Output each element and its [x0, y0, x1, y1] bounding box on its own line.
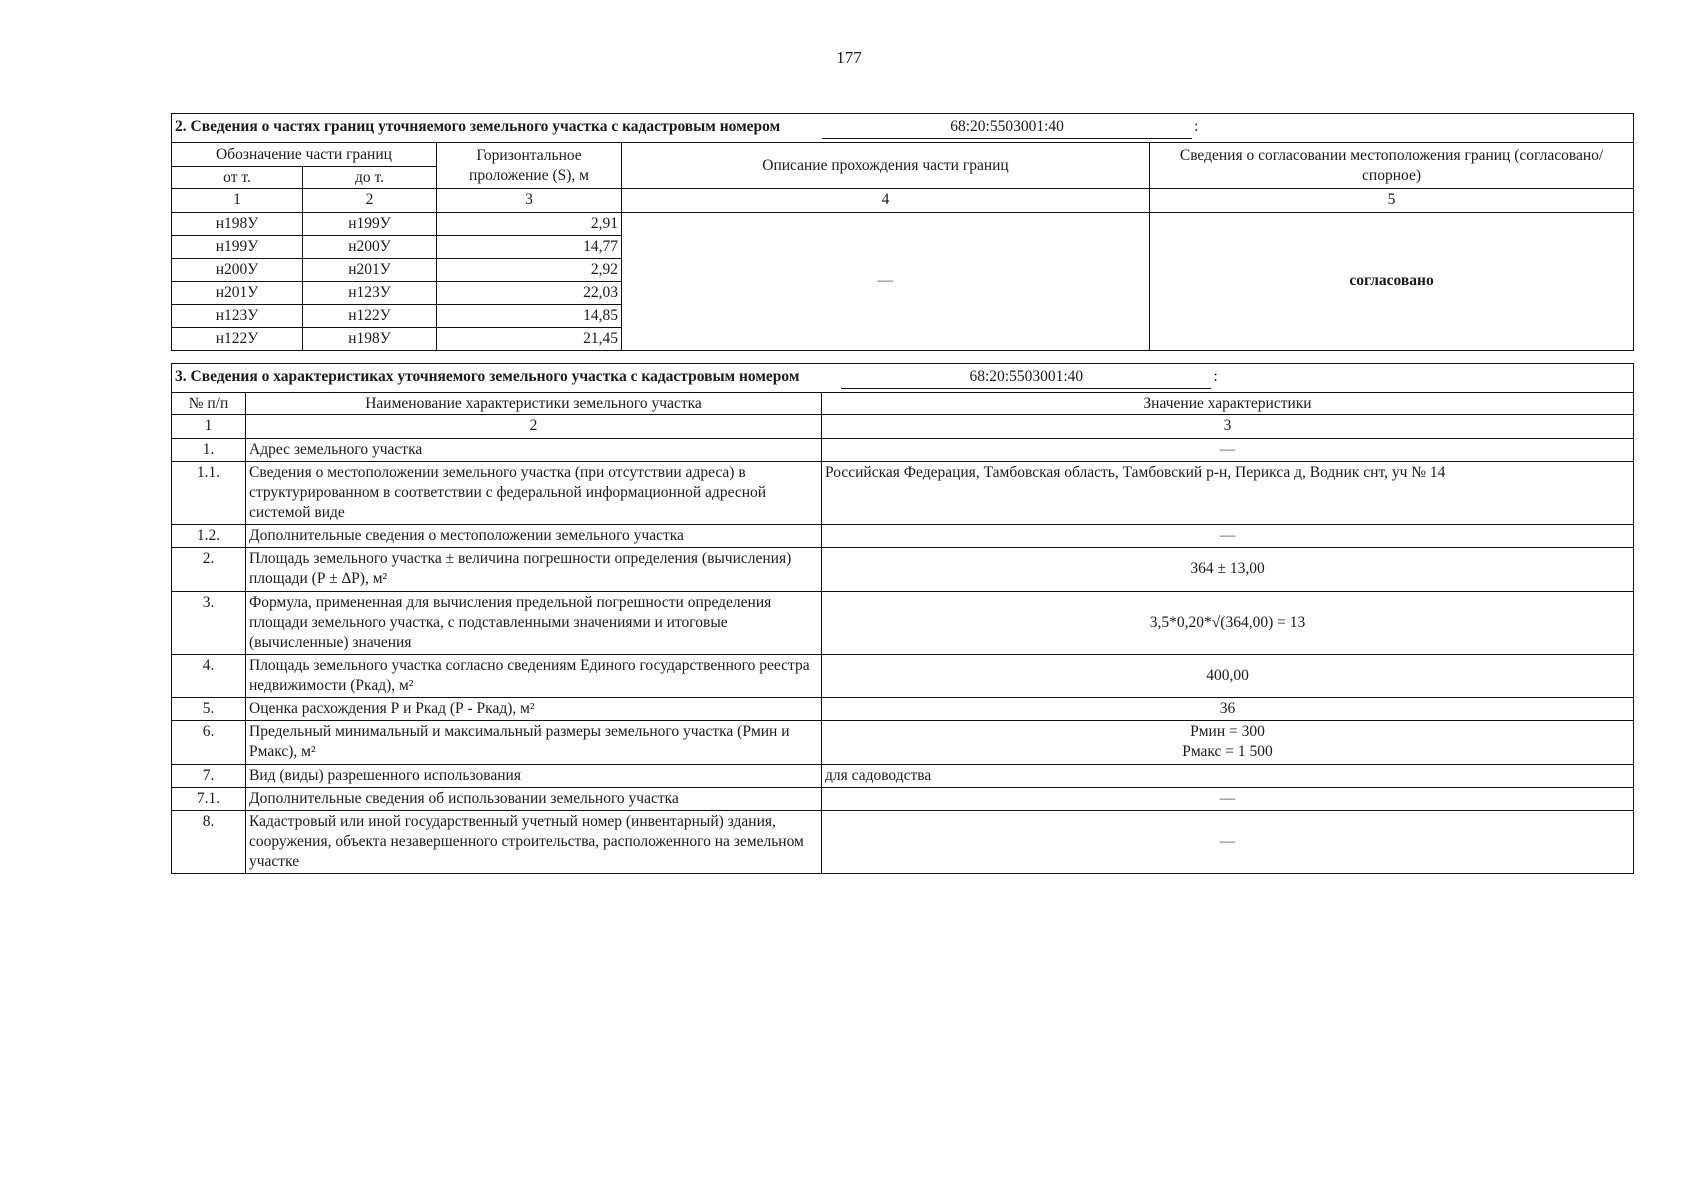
to-point-header: до т. [303, 167, 437, 189]
horizontal-length: 2,91 [437, 212, 622, 235]
row-number: 7.1. [172, 787, 246, 810]
characteristic-value: 400,00 [822, 654, 1634, 697]
to-point: н199У [303, 212, 437, 235]
horizontal-length-header: Горизонтальное проложение (S), м [437, 143, 622, 189]
horizontal-length: 14,85 [437, 305, 622, 328]
col-number: 5 [1150, 189, 1634, 212]
name-header: Наименование характеристики земельного участка [246, 393, 822, 415]
col-number: 2 [303, 189, 437, 212]
num-header: № п/п [172, 393, 246, 415]
to-point: н123У [303, 281, 437, 304]
table-row [172, 764, 1634, 787]
table-row [172, 721, 1634, 764]
to-point: н122У [303, 305, 437, 328]
table-row [172, 548, 1634, 591]
section2-colon: : [1194, 118, 1199, 136]
section2-title-cell [172, 114, 1634, 143]
table-row [172, 698, 1634, 721]
row-number: 7. [172, 764, 246, 787]
row-number: 2. [172, 548, 246, 591]
characteristic-name: Сведения о местоположении земельного участка (при отсутствии адреса) в структурированном в соответствии с федеральной информационной адресной системой виде [246, 461, 822, 524]
from-point: н199У [172, 235, 303, 258]
table-row [172, 654, 1634, 697]
row-number: 5. [172, 698, 246, 721]
row-number: 8. [172, 810, 246, 873]
description-value: — [622, 212, 1150, 351]
description-header: Описание прохождения части границ [622, 143, 1150, 189]
characteristic-name: Адрес земельного участка [246, 438, 822, 461]
from-point: н201У [172, 281, 303, 304]
characteristic-name: Дополнительные сведения об использовании земельного участка [246, 787, 822, 810]
table-row [172, 591, 1634, 654]
col-number: 1 [172, 189, 303, 212]
table-row [172, 438, 1634, 461]
to-point: н200У [303, 235, 437, 258]
table-row [172, 787, 1634, 810]
section3-colon: : [1213, 368, 1218, 386]
horizontal-length: 22,03 [437, 281, 622, 304]
min-size-value: Рмин = 300 [1190, 723, 1265, 741]
value-header: Значение характеристики [822, 393, 1634, 415]
row-number: 1. [172, 438, 246, 461]
characteristics-table [171, 363, 1634, 874]
characteristic-name: Площадь земельного участка ± величина погрешности определения (вычисления) площади (Р ± ∆Р), м² [246, 548, 822, 591]
to-point: н198У [303, 328, 437, 351]
characteristic-name: Площадь земельного участка согласно сведениям Единого государственного реестра недвижимости (Ркад), м² [246, 654, 822, 697]
characteristic-value: 3,5*0,20*√(364,00) = 13 [822, 591, 1634, 654]
table-row [172, 525, 1634, 548]
row-number: 1.2. [172, 525, 246, 548]
characteristic-value: — [822, 787, 1634, 810]
section3-cadastral-number: 68:20:5503001:40 [841, 367, 1211, 388]
horizontal-length: 21,45 [437, 328, 622, 351]
max-size-value: Рмакс = 1 500 [1182, 743, 1273, 761]
characteristic-value: 36 [822, 698, 1634, 721]
agreement-value: согласовано [1150, 212, 1634, 351]
from-point: н198У [172, 212, 303, 235]
col-number: 3 [437, 189, 622, 212]
row-number: 1.1. [172, 461, 246, 524]
from-point: н122У [172, 328, 303, 351]
characteristic-name: Кадастровый или иной государственный учетный номер (инвентарный) здания, сооружения, объекта незавершенного строительства, расположенного на земельном участке [246, 810, 822, 873]
row-number: 6. [172, 721, 246, 764]
characteristic-name: Оценка расхождения Р и Ркад (Р - Ркад), м² [246, 698, 822, 721]
characteristic-value [822, 721, 1634, 764]
row-number: 3. [172, 591, 246, 654]
page-number: 177 [836, 48, 862, 67]
characteristic-name: Вид (виды) разрешенного использования [246, 764, 822, 787]
from-point: н200У [172, 258, 303, 281]
horizontal-length: 14,77 [437, 235, 622, 258]
col-number: 3 [822, 415, 1634, 438]
characteristic-name: Дополнительные сведения о местоположении земельного участка [246, 525, 822, 548]
table-row [172, 810, 1634, 873]
boundary-designation-header: Обозначение части границ [172, 143, 437, 167]
characteristic-value: 364 ± 13,00 [822, 548, 1634, 591]
section2-cadastral-number: 68:20:5503001:40 [822, 117, 1192, 138]
section2-title: 2. Сведения о частях границ уточняемого земельного участка с кадастровым номером [175, 118, 781, 136]
characteristic-name: Формула, примененная для вычисления предельной погрешности определения площади земельного участка, с подставленными значениями и итоговые (вычисленные) значения [246, 591, 822, 654]
section3-title-cell [172, 364, 1634, 393]
from-point-header: от т. [172, 167, 303, 189]
characteristic-value: — [822, 810, 1634, 873]
boundary-parts-table [171, 113, 1634, 351]
col-number: 2 [246, 415, 822, 438]
characteristic-value: — [822, 438, 1634, 461]
to-point: н201У [303, 258, 437, 281]
characteristic-value: Российская Федерация, Тамбовская область, Тамбовский р-н, Перикса д, Водник снт, уч № 14 [822, 461, 1634, 524]
agreement-header: Сведения о согласовании местоположения границ (согласовано/спорное) [1150, 143, 1634, 189]
characteristic-name: Предельный минимальный и максимальный размеры земельного участка (Рмин и Рмакс), м² [246, 721, 822, 764]
col-number: 4 [622, 189, 1150, 212]
col-number: 1 [172, 415, 246, 438]
horizontal-length: 2,92 [437, 258, 622, 281]
row-number: 4. [172, 654, 246, 697]
from-point: н123У [172, 305, 303, 328]
characteristic-value: — [822, 525, 1634, 548]
section3-title: 3. Сведения о характеристиках уточняемого земельного участка с кадастровым номером [175, 368, 800, 386]
table-row [172, 212, 1634, 235]
table-row [172, 461, 1634, 524]
characteristic-value: для садоводства [822, 764, 1634, 787]
